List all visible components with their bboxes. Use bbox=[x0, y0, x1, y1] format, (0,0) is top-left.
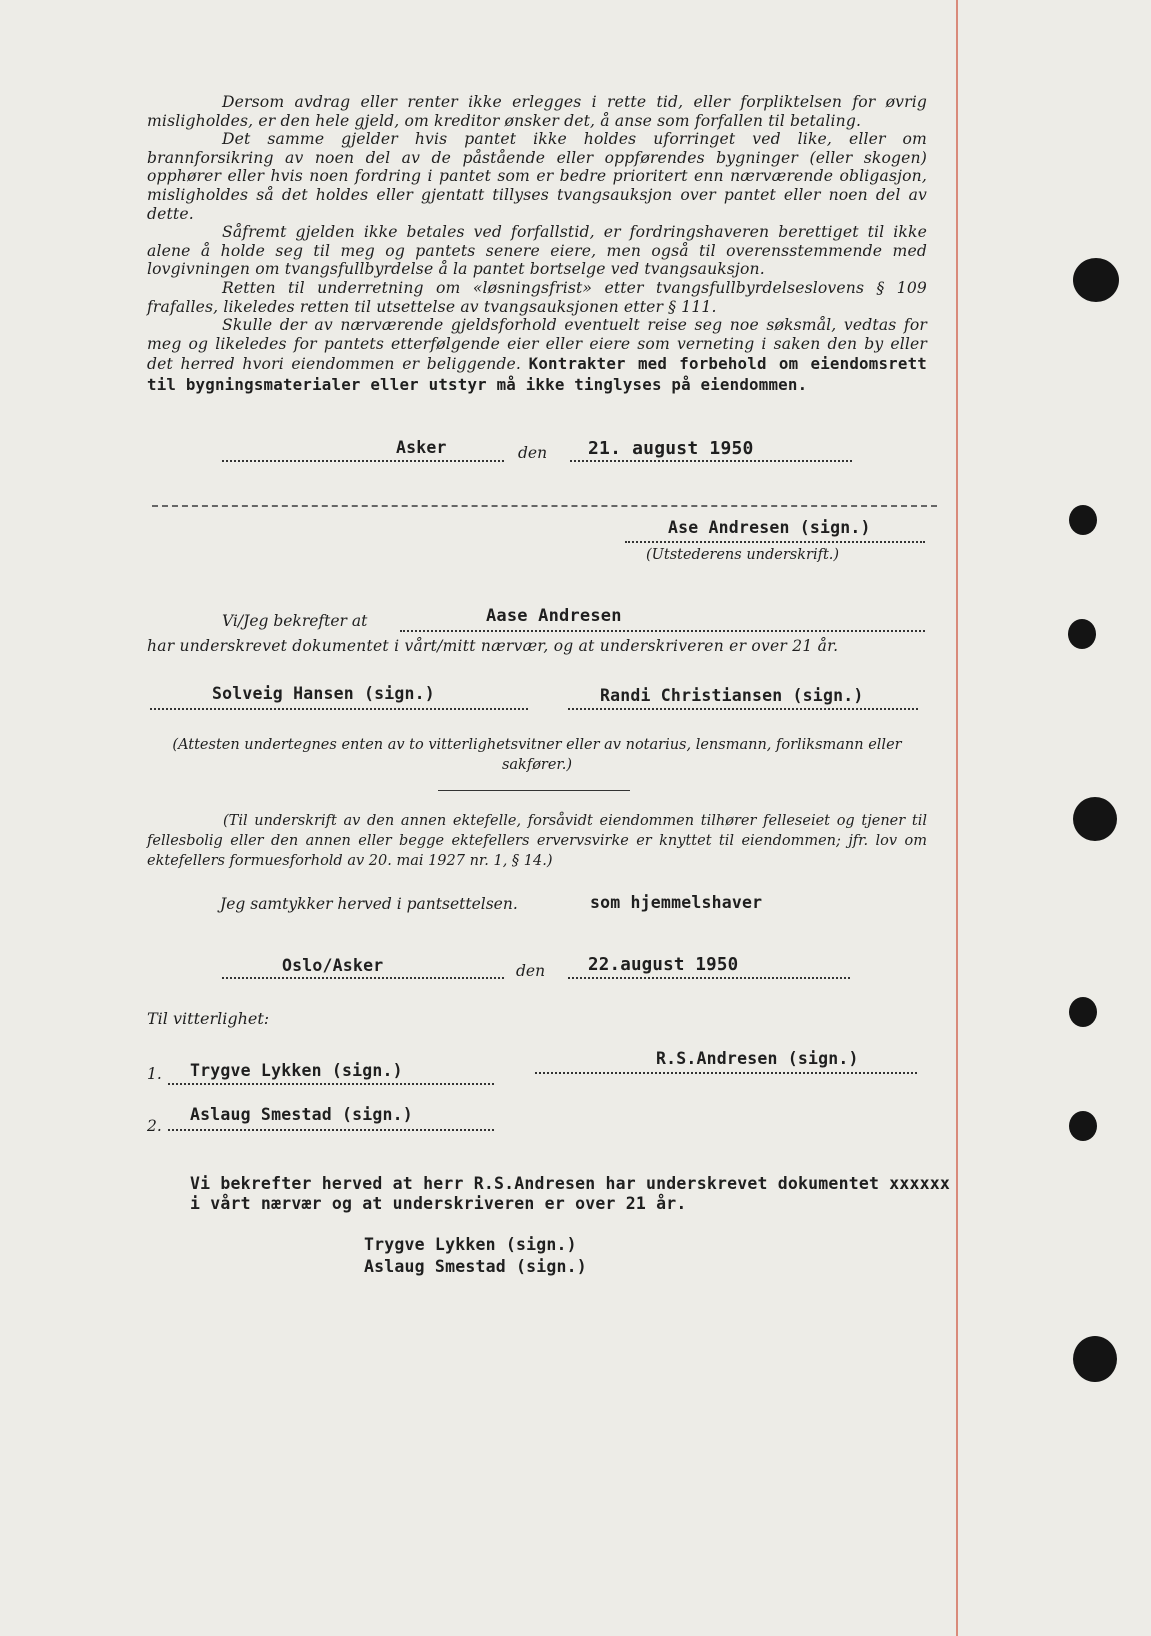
struck-text: xxxxxx bbox=[889, 1174, 951, 1193]
short-rule bbox=[438, 790, 630, 791]
punch-hole bbox=[1073, 258, 1119, 302]
date-line bbox=[570, 460, 852, 462]
final-line-2: i vårt nærvær og at underskriveren er over 21 år. bbox=[190, 1194, 687, 1213]
punch-hole bbox=[1073, 1336, 1117, 1382]
consent-prefix: Jeg samtykker herved i pantsettelsen. bbox=[220, 895, 518, 913]
attestation-note: (Attesten undertegnes enten av to vitterlighetsvitner eller av notarius, lensmann, forliksmann eller sakfører.) bbox=[172, 737, 902, 773]
mortgage-clauses bbox=[147, 93, 927, 395]
confirm-name-line bbox=[400, 630, 925, 632]
issuer-signature-caption: (Utstederens underskrift.) bbox=[646, 547, 840, 563]
punch-hole bbox=[1068, 619, 1096, 649]
spouse-signature: R.S.Andresen (sign.) bbox=[656, 1049, 859, 1068]
spouse-witness2: Aslaug Smestad (sign.) bbox=[190, 1105, 413, 1124]
final-line-1-text: Vi bekrefter herved at herr R.S.Andresen har underskrevet dokumentet bbox=[190, 1174, 880, 1193]
spouse-witness1: Trygve Lykken (sign.) bbox=[190, 1061, 403, 1080]
clause-venue bbox=[147, 316, 927, 395]
margin-rule bbox=[956, 0, 958, 1636]
final-signature-1: Trygve Lykken (sign.) bbox=[364, 1235, 577, 1254]
spouse-place: Oslo/Asker bbox=[282, 956, 384, 975]
punch-hole bbox=[1069, 1111, 1097, 1141]
final-signature-2: Aslaug Smestad (sign.) bbox=[364, 1257, 587, 1276]
clause-pledge-condition: Det samme gjelder hvis pantet ikke holdes uforringet ved like, eller om brannforsikring av noen del av de påstående eller oppførendes bygninger (eller skogen) opphører eller hvis noen fordring i pantet som er bedre prioritert enn nærværende obligasjon, misligholdes så det holdes eller gjentatt tillyses tvangsauksjon over pantet eller noen del av dette. bbox=[147, 130, 927, 223]
witness1-signature: Solveig Hansen (sign.) bbox=[212, 684, 435, 703]
issuer-place: Asker bbox=[396, 438, 447, 457]
den-label: den bbox=[518, 444, 548, 462]
separator-line bbox=[152, 505, 937, 507]
signature-line bbox=[625, 541, 925, 543]
spouse-place-line bbox=[222, 977, 504, 979]
spouse-witness1-line bbox=[168, 1083, 494, 1085]
clause-default: Dersom avdrag eller renter ikke erlegges i rette tid, eller forpliktelsen for øvrig misligholdes, er den hele gjeld, om kreditor ønsker det, å anse som forfallen til betaling. bbox=[147, 93, 927, 130]
witness2-line bbox=[568, 708, 918, 710]
final-line-1 bbox=[190, 1174, 950, 1193]
witness1-line bbox=[150, 708, 528, 710]
clause-forced-sale: Såfremt gjelden ikke betales ved forfallstid, er fordringshaveren berettiget til ikke alene å holde seg til meg og pantets senere eiere, men også til overensstemmende med lovgivningen om tvangsfullbyrdelse å la pantet bortselge ved tvangsauksjon. bbox=[147, 223, 927, 279]
witness-number-2: 2. bbox=[147, 1117, 162, 1135]
spouse-date: 22.august 1950 bbox=[588, 955, 739, 975]
issuer-signature: Ase Andresen (sign.) bbox=[668, 518, 871, 537]
punch-hole bbox=[1069, 997, 1097, 1027]
confirm-prefix: Vi/Jeg bekrefter at bbox=[222, 612, 368, 630]
clause-venue-text: Skulle der av nærværende gjeldsforhold eventuelt reise seg noe søksmål, vedtas for meg og likeledes for pantets etterfølgende eier eller eiere som verneting i saken den by eller det herred hvori eiendommen er beliggende. bbox=[147, 316, 927, 374]
witness2-signature: Randi Christiansen (sign.) bbox=[600, 686, 864, 705]
spouse-date-line bbox=[568, 977, 850, 979]
witness-number-1: 1. bbox=[147, 1065, 162, 1083]
spouse-signature-line bbox=[535, 1072, 917, 1074]
clause-typed-addition: Kontrakter med forbehold om eiendomsrett til bygningsmaterialer eller utstyr må ikke tinglyses på eiendommen. bbox=[147, 354, 928, 395]
vitterlighet-label: Til vitterlighet: bbox=[147, 1009, 270, 1028]
spouse-witness2-line bbox=[168, 1129, 494, 1131]
punch-hole bbox=[1073, 797, 1117, 841]
consent-typed: som hjemmelshaver bbox=[590, 893, 763, 912]
punch-hole bbox=[1069, 505, 1097, 535]
clause-redemption-period: Retten til underretning om «løsningsfrist» etter tvangsfullbyrdelseslovens § 109 frafalles, likeledes retten til utsettelse av tvangsauksjonen etter § 111. bbox=[147, 278, 927, 316]
spouse-note: (Til underskrift av den annen ektefelle, forsåvidt eiendommen tilhører felleseiet og tjener til fellesbolig eller den annen eller begge ektefellers ervervsvirke er knyttet til eiendommen; jfr. lov om ektefellers formuesforhold av 20. mai 1927 nr. 1, § 14.) bbox=[147, 813, 927, 869]
issuer-date: 21. august 1950 bbox=[588, 438, 754, 459]
spouse-den-label: den bbox=[516, 962, 546, 980]
place-line bbox=[222, 460, 504, 462]
confirm-suffix: har underskrevet dokumentet i vårt/mitt nærvær, og at underskriveren er over 21 år. bbox=[147, 637, 839, 655]
confirm-name: Aase Andresen bbox=[486, 606, 622, 626]
